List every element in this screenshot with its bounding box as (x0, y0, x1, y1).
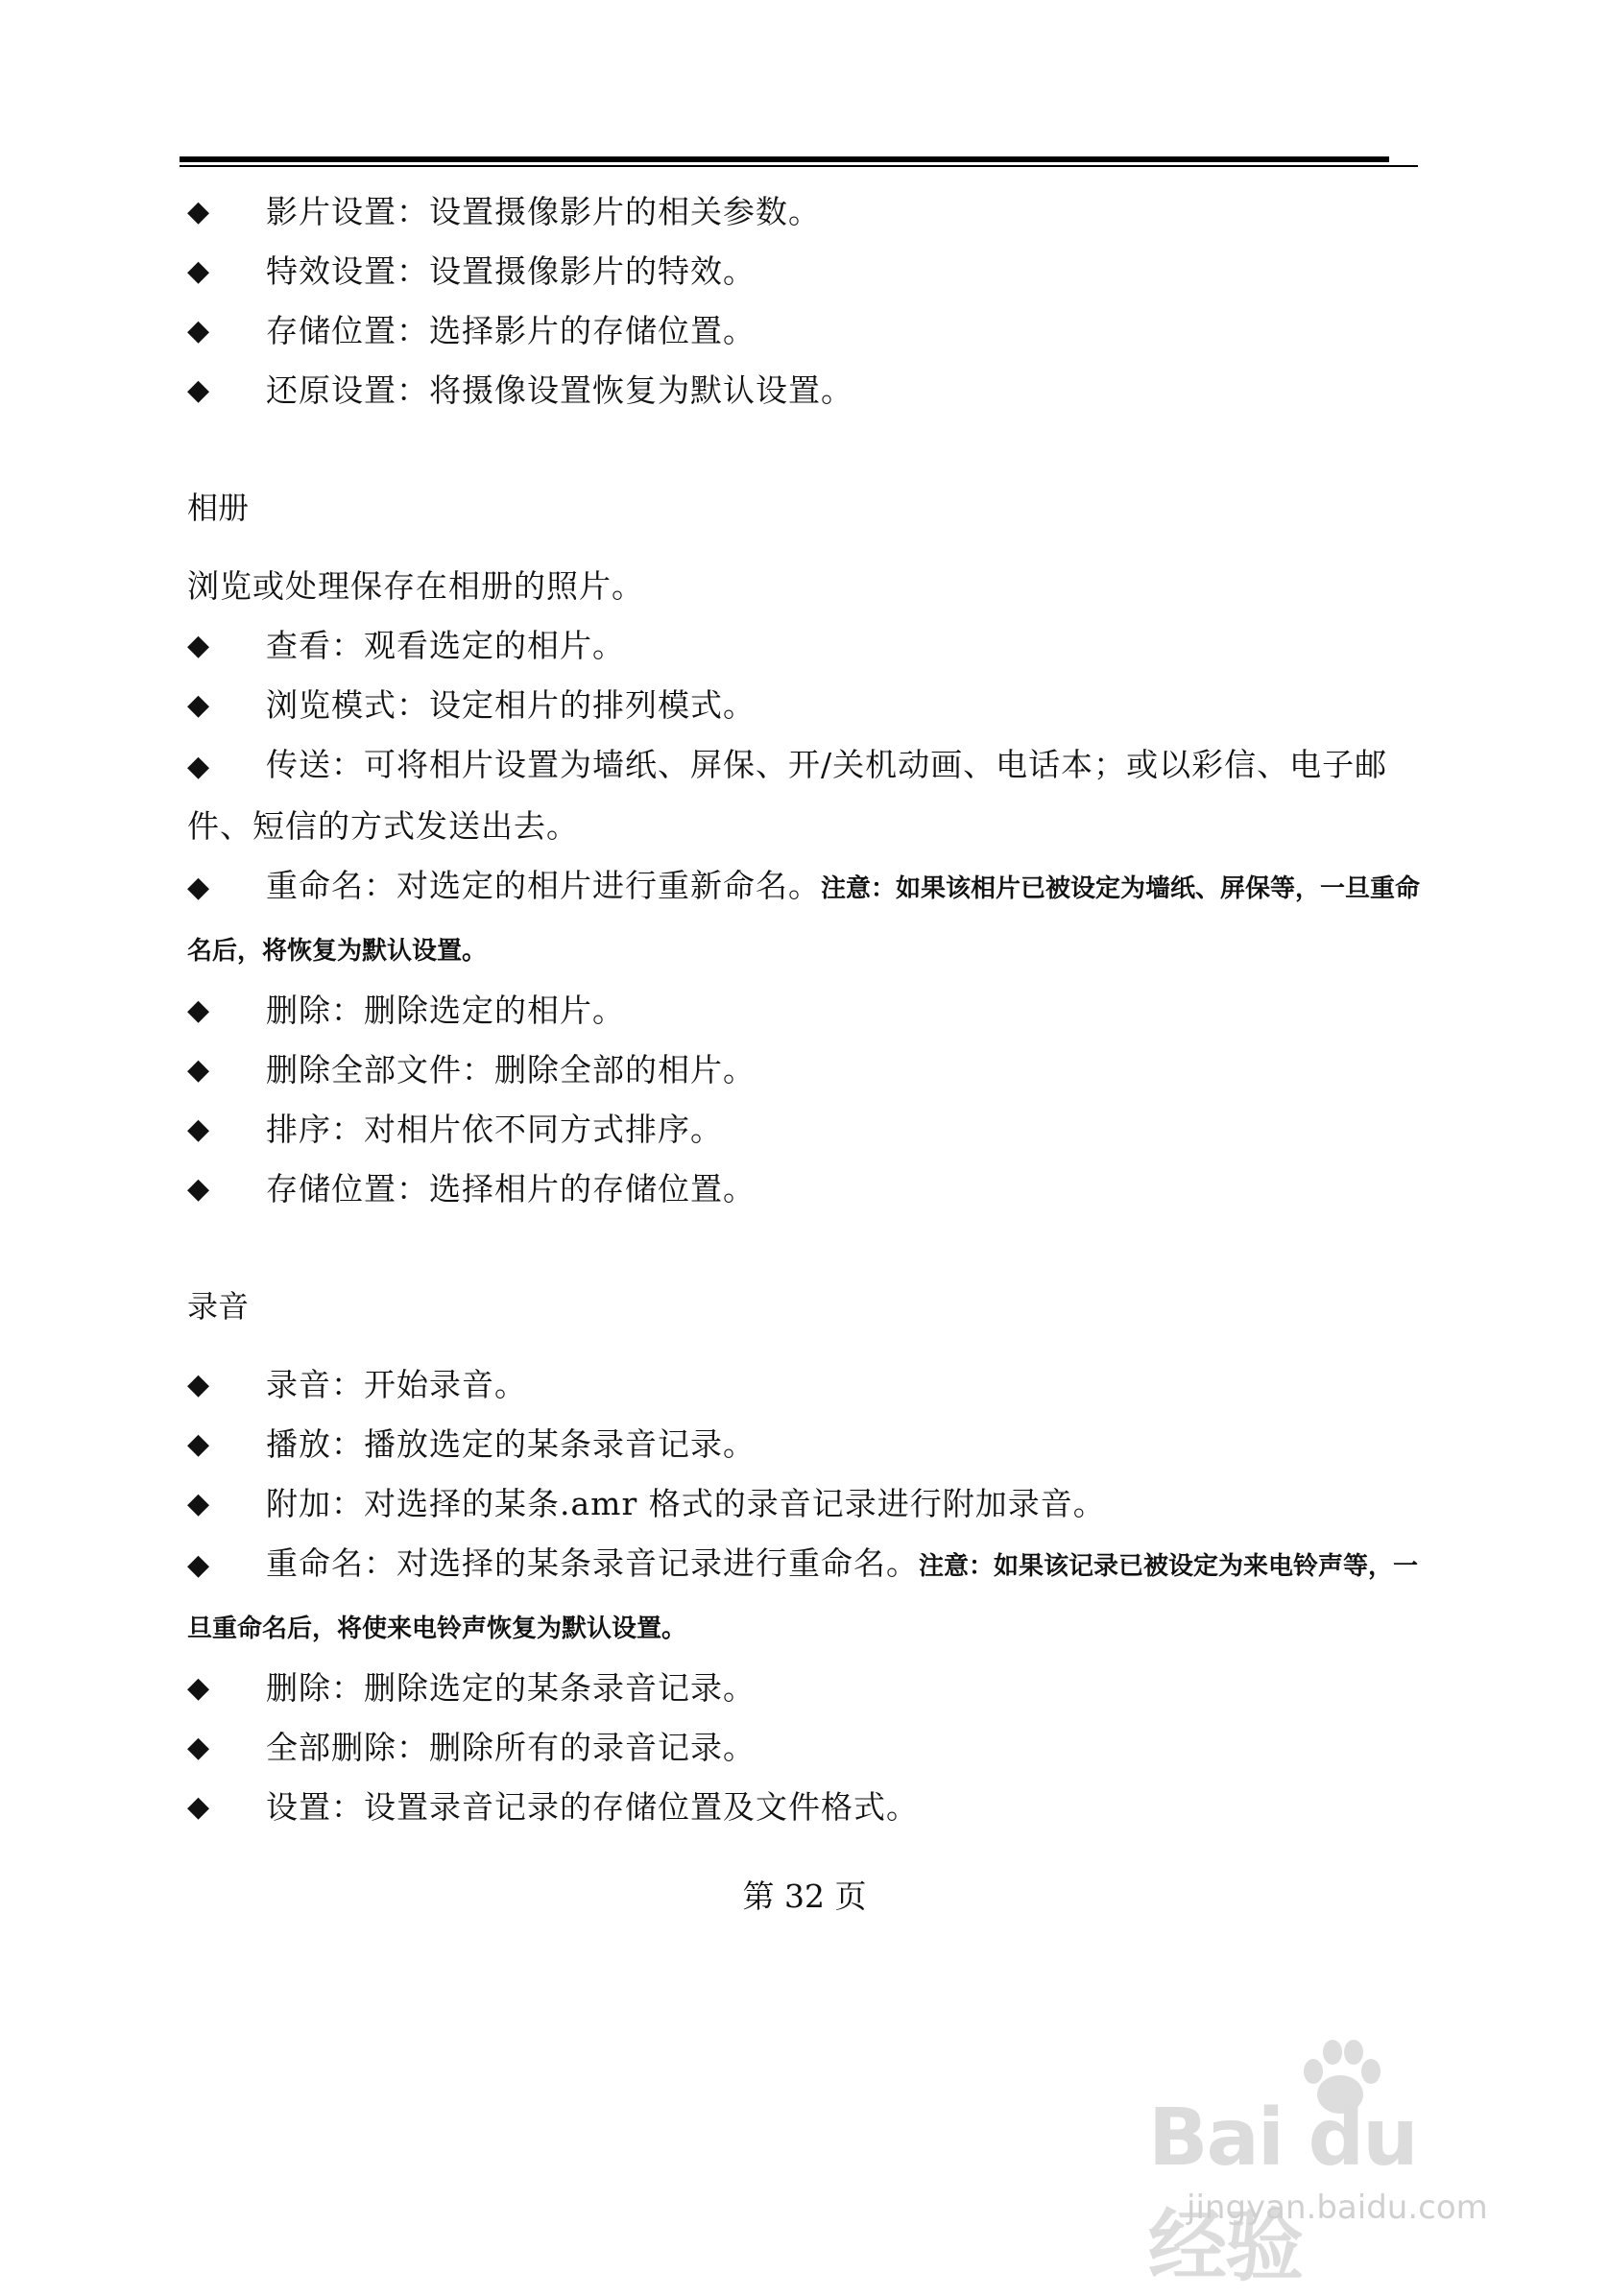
page-number: 第 32 页 (742, 1877, 867, 1915)
list-item: ◆ 删除：删除选定的某条录音记录。 (187, 1659, 1426, 1718)
diamond-bullet-icon: ◆ (187, 1368, 210, 1401)
list-item: ◆ 存储位置：选择相片的存储位置。 (187, 1160, 1426, 1219)
list-item: ◆ 重命名：对选择的某条录音记录进行重命名。注意：如果该记录已被设定为来电铃声等，一旦重命名后，将使来电铃声恢复为默认设置。 (187, 1534, 1426, 1659)
list-item: ◆ 播放：播放选定的某条录音记录。 (187, 1415, 1426, 1474)
spacer (187, 538, 1426, 557)
list-item: ◆ 重命名：对选定的相片进行重新命名。注意：如果该相片已被设定为墙纸、屏保等，一旦重命名后，将恢复为默认设置。 (187, 856, 1426, 981)
diamond-bullet-icon: ◆ (187, 314, 210, 347)
diamond-bullet-icon: ◆ (187, 195, 210, 228)
spacer (187, 420, 1426, 478)
diamond-bullet-icon: ◆ (187, 1671, 210, 1705)
list-item: ◆ 删除：删除选定的相片。 (187, 981, 1426, 1040)
diamond-bullet-icon: ◆ (187, 1487, 210, 1520)
spacer (187, 1219, 1426, 1277)
header-rule-thin (180, 165, 1418, 167)
section-heading-album: 相册 (187, 490, 250, 526)
list-item: ◆ 排序：对相片依不同方式排序。 (187, 1100, 1426, 1160)
diamond-bullet-icon: ◆ (187, 1172, 210, 1206)
diamond-bullet-icon: ◆ (187, 1427, 210, 1461)
album-intro: 浏览或处理保存在相册的照片。 (187, 567, 644, 605)
watermark-url: jingyan.baidu.com (1187, 2188, 1488, 2227)
page-content (187, 182, 1426, 1837)
list-item: ◆ 附加：对选择的某条.amr 格式的录音记录进行附加录音。 (187, 1474, 1426, 1534)
diamond-bullet-icon: ◆ (187, 871, 210, 904)
note-text: 注意：如果该相片已被设定为墙纸、屏保等，一旦重命名后，将恢复为默认设置。 (187, 874, 1421, 966)
diamond-bullet-icon: ◆ (187, 629, 210, 662)
note-text: 注意：如果该记录已被设定为来电铃声等，一旦重命名后，将使来电铃声恢复为默认设置。 (187, 1552, 1419, 1643)
list-item: ◆ 录音：开始录音。 (187, 1355, 1426, 1415)
video-settings-list (187, 182, 1426, 420)
watermark-brand: Bai du 经验 (1148, 2093, 1417, 2292)
diamond-bullet-icon: ◆ (187, 1053, 210, 1087)
list-item: ◆ 浏览模式：设定相片的排列模式。 (187, 676, 1426, 735)
album-list (187, 616, 1426, 1219)
list-item: ◆ 还原设置：将摄像设置恢复为默认设置。 (187, 361, 1426, 420)
baidu-watermark (1148, 2035, 1513, 2292)
list-item: ◆ 删除全部文件：删除全部的相片。 (187, 1040, 1426, 1100)
list-item: ◆ 特效设置：设置摄像影片的特效。 (187, 242, 1426, 301)
diamond-bullet-icon: ◆ (187, 1790, 210, 1824)
list-item: ◆ 设置：设置录音记录的存储位置及文件格式。 (187, 1778, 1426, 1837)
list-item: ◆ 存储位置：选择影片的存储位置。 (187, 301, 1426, 361)
diamond-bullet-icon: ◆ (187, 688, 210, 722)
list-item: ◆ 全部删除：删除所有的录音记录。 (187, 1718, 1426, 1778)
list-item: ◆ 查看：观看选定的相片。 (187, 616, 1426, 676)
diamond-bullet-icon: ◆ (187, 373, 210, 407)
diamond-bullet-icon: ◆ (187, 750, 210, 783)
diamond-bullet-icon: ◆ (187, 993, 210, 1027)
diamond-bullet-icon: ◆ (187, 254, 210, 288)
diamond-bullet-icon: ◆ (187, 1112, 210, 1146)
section-heading-recording: 录音 (187, 1288, 250, 1325)
recording-list (187, 1355, 1426, 1837)
spacer (187, 1336, 1426, 1355)
list-item: ◆ 影片设置：设置摄像影片的相关参数。 (187, 182, 1426, 242)
list-item: ◆ 传送：可将相片设置为墙纸、屏保、开/关机动画、电话本；或以彩信、电子邮件、短信的方式发送出去。 (187, 735, 1426, 856)
diamond-bullet-icon: ◆ (187, 1548, 210, 1582)
header-rule-thick (180, 156, 1389, 162)
diamond-bullet-icon: ◆ (187, 1731, 210, 1764)
